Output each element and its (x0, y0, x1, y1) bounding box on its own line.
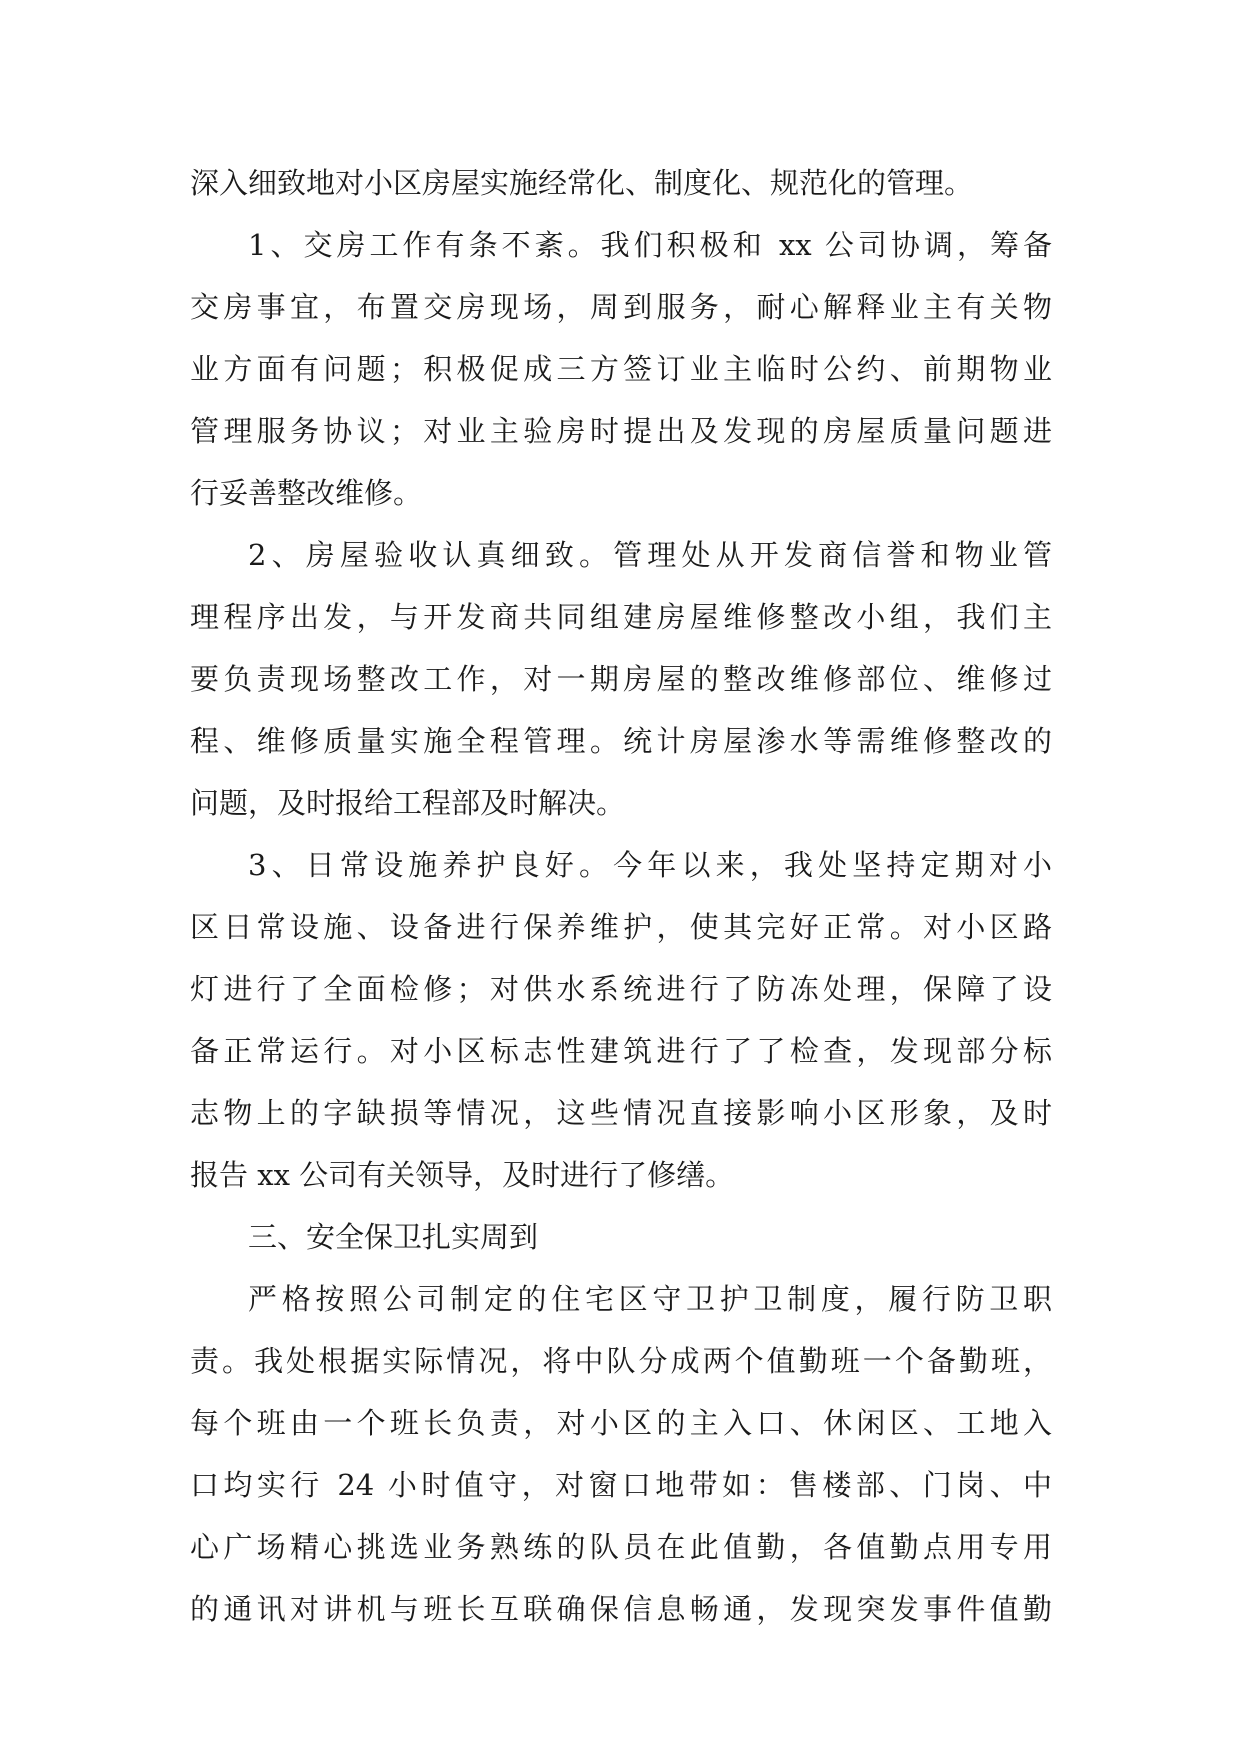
text-line: 深入细致地对小区房屋实施经常化、制度化、规范化的管理。 (190, 166, 974, 200)
text-line: 责。我处根据实际情况，将中队分成两个值勤班一个备勤班， (190, 1344, 1052, 1378)
text-line: 理程序出发，与开发商共同组建房屋维修整改小组，我们主 (190, 600, 1052, 634)
text-line: 问题，及时报给工程部及时解决。 (190, 786, 626, 820)
text-line: 志物上的字缺损等情况，这些情况直接影响小区形象，及时 (190, 1096, 1052, 1130)
text-line: 严格按照公司制定的住宅区守卫护卫制度，履行防卫职 (248, 1282, 1052, 1316)
text-line: 灯进行了全面检修；对供水系统进行了防冻处理，保障了设 (190, 972, 1052, 1006)
text-line: 备正常运行。对小区标志性建筑进行了了检查，发现部分标 (190, 1034, 1052, 1068)
text-line: 交房事宜，布置交房现场，周到服务，耐心解释业主有关物 (190, 290, 1052, 324)
text-line: 业方面有问题；积极促成三方签订业主临时公约、前期物业 (190, 352, 1052, 386)
text-line: 管理服务协议；对业主验房时提出及发现的房屋质量问题进 (190, 414, 1052, 448)
text-line: 三、安全保卫扎实周到 (248, 1220, 539, 1254)
text-line: 程、维修质量实施全程管理。统计房屋渗水等需维修整改的 (190, 724, 1052, 758)
text-line: 报告 xx 公司有关领导，及时进行了修缮。 (190, 1158, 735, 1192)
text-line: 3、日常设施养护良好。今年以来，我处坚持定期对小 (248, 848, 1052, 882)
text-line: 行妥善整改维修。 (190, 476, 423, 510)
text-line: 口均实行 24 小时值守，对窗口地带如：售楼部、门岗、中 (190, 1468, 1052, 1502)
text-line: 2、房屋验收认真细致。管理处从开发商信誉和物业管 (248, 538, 1052, 572)
text-line: 区日常设施、设备进行保养维护，使其完好正常。对小区路 (190, 910, 1052, 944)
text-line: 1、交房工作有条不紊。我们积极和 xx 公司协调，筹备 (248, 228, 1052, 262)
text-line: 要负责现场整改工作，对一期房屋的整改维修部位、维修过 (190, 662, 1052, 696)
text-line: 每个班由一个班长负责，对小区的主入口、休闲区、工地入 (190, 1406, 1052, 1440)
text-line: 心广场精心挑选业务熟练的队员在此值勤，各值勤点用专用 (190, 1530, 1052, 1564)
document-body (190, 152, 1052, 1640)
text-line: 的通讯对讲机与班长互联确保信息畅通，发现突发事件值勤 (190, 1592, 1052, 1626)
